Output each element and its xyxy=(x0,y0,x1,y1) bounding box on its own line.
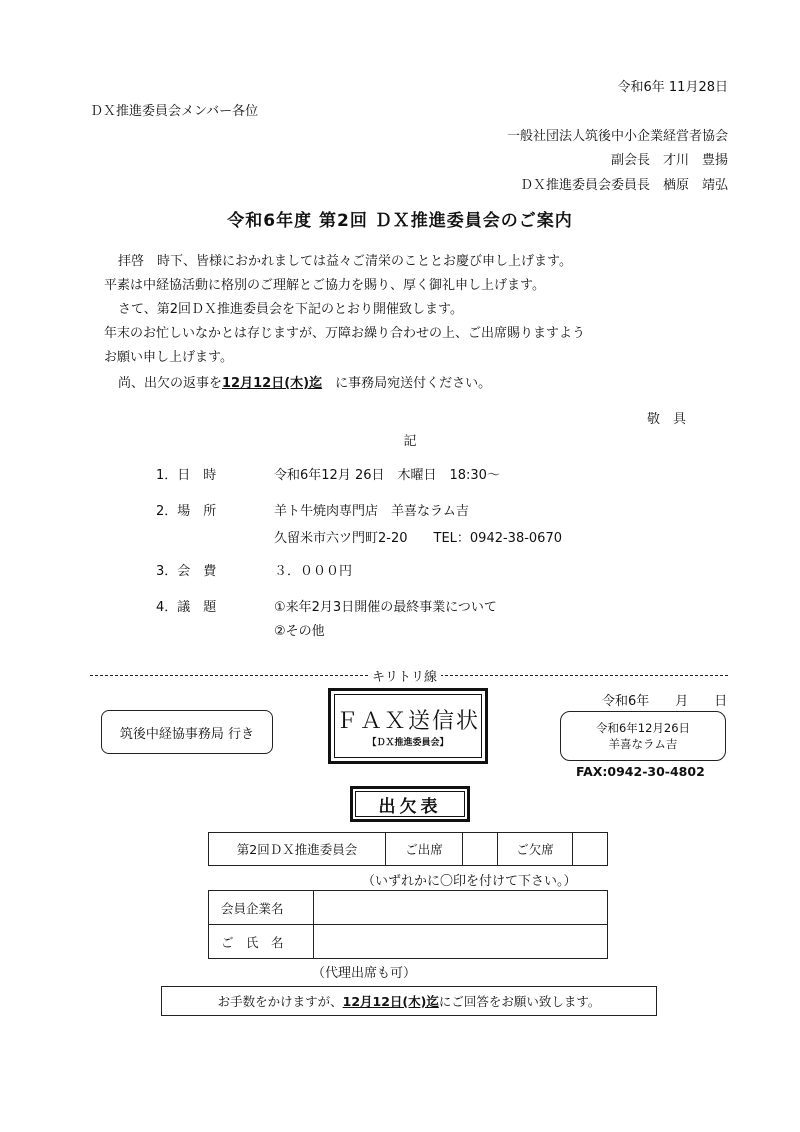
venue-name: 羊喜なラム吉 xyxy=(608,737,678,751)
company-field[interactable] xyxy=(313,890,608,925)
page-title: 令和6年度 第2回 ＤＸ推進委員会のご案内 xyxy=(227,211,573,231)
attendance-heading-box xyxy=(350,786,470,822)
letter-date: 令和6年 11月28日 xyxy=(617,80,728,95)
fax-number: FAX:0942-30-4802 xyxy=(576,764,705,779)
body-line-4: 年末のお忙しいなかとは存じますが、万障お繰り合わせの上、ご出席賜りますよう xyxy=(104,326,586,341)
reply-request-post-2: にご回答をお願い致します。 xyxy=(438,994,601,1009)
item-4-value-line-2: ②その他 xyxy=(274,624,325,639)
sender-vice-chair: 副会長 才川 豊揚 xyxy=(610,153,728,168)
item-1-value: 令和6年12月 26日 木曜日 18:30～ xyxy=(274,468,500,483)
reply-request-pre: 尚、出欠の返事を xyxy=(118,376,223,391)
sender-committee-chair: ＤＸ推進委員会委員長 楢原 靖弘 xyxy=(519,178,728,193)
item-2-label: 2．場 所 xyxy=(156,504,217,519)
cut-line-label: キリトリ線 xyxy=(368,666,441,685)
reply-request-pre-2: お手数をかけますが、 xyxy=(217,994,343,1009)
item-2-value: 羊ト牛焼肉専門店 羊喜なラム吉 xyxy=(274,504,469,519)
proxy-note: （代理出席も可） xyxy=(312,966,417,981)
absent-mark-cell[interactable] xyxy=(572,832,608,866)
body-line-6 xyxy=(118,372,491,391)
closing: 敬 具 xyxy=(646,412,686,427)
reply-request-box xyxy=(161,986,657,1016)
item-4-value: ①来年2月3日開催の最終事業について xyxy=(274,600,497,615)
absent-label-cell: ご欠席 xyxy=(497,832,573,866)
fax-title: ＦＡＸ送信状 xyxy=(335,709,480,734)
item-2-value-line-2: 久留米市六ツ門町2-20 TEL：0942-38-0670 xyxy=(274,531,562,546)
venue-box xyxy=(560,711,726,761)
reply-request-post: に事務局宛送付ください。 xyxy=(322,376,492,391)
fax-to: 筑後中経協事務局 行き xyxy=(119,726,255,742)
sender-org: 一般社団法人筑後中小企業経営者協会 xyxy=(506,129,728,144)
fax-title-inner xyxy=(334,694,482,758)
company-label-cell: 会員企業名 xyxy=(208,890,314,925)
attendance-event-cell: 第2回ＤＸ推進委員会 xyxy=(208,832,386,866)
venue-date: 令和6年12月26日 xyxy=(595,721,691,735)
name-label-cell: ご 氏 名 xyxy=(208,924,314,959)
reply-deadline-2: 12月12日(木)迄 xyxy=(342,994,439,1009)
attendance-note: （いずれかに〇印を付けて下さい。） xyxy=(362,874,577,889)
attend-label-cell: ご出席 xyxy=(385,832,463,866)
fax-subtitle: 【ＤＸ推進委員会】 xyxy=(367,738,449,748)
body-line-3: さて、第2回ＤＸ推進委員会を下記のとおり開催致します。 xyxy=(118,302,463,317)
item-3-label: 3．会 費 xyxy=(156,564,217,579)
fax-date: 令和6年 月 日 xyxy=(602,694,728,709)
attendance-heading: 出欠表 xyxy=(355,791,465,817)
greeting-line: 拝啓 時下、皆様におかれましては益々ご清栄のこととお慶び申し上げます。 xyxy=(118,254,572,269)
fax-to-box xyxy=(101,710,273,754)
name-field[interactable] xyxy=(313,924,608,959)
item-3-value: ３．０００円 xyxy=(274,564,353,579)
item-4-label: 4．議 題 xyxy=(156,600,217,615)
reply-deadline: 12月12日(木)迄 xyxy=(222,376,323,391)
body-line-5: お願い申し上げます。 xyxy=(104,350,233,365)
ki-mark: 記 xyxy=(403,434,417,449)
attend-mark-cell[interactable] xyxy=(462,832,498,866)
recipient: ＤＸ推進委員会メンバー各位 xyxy=(90,104,259,119)
body-line-2: 平素は中経協活動に格別のご理解とご協力を賜り、厚く御礼申し上げます。 xyxy=(104,278,545,293)
item-1-label: 1．日 時 xyxy=(156,468,217,483)
fax-title-box xyxy=(328,688,488,764)
